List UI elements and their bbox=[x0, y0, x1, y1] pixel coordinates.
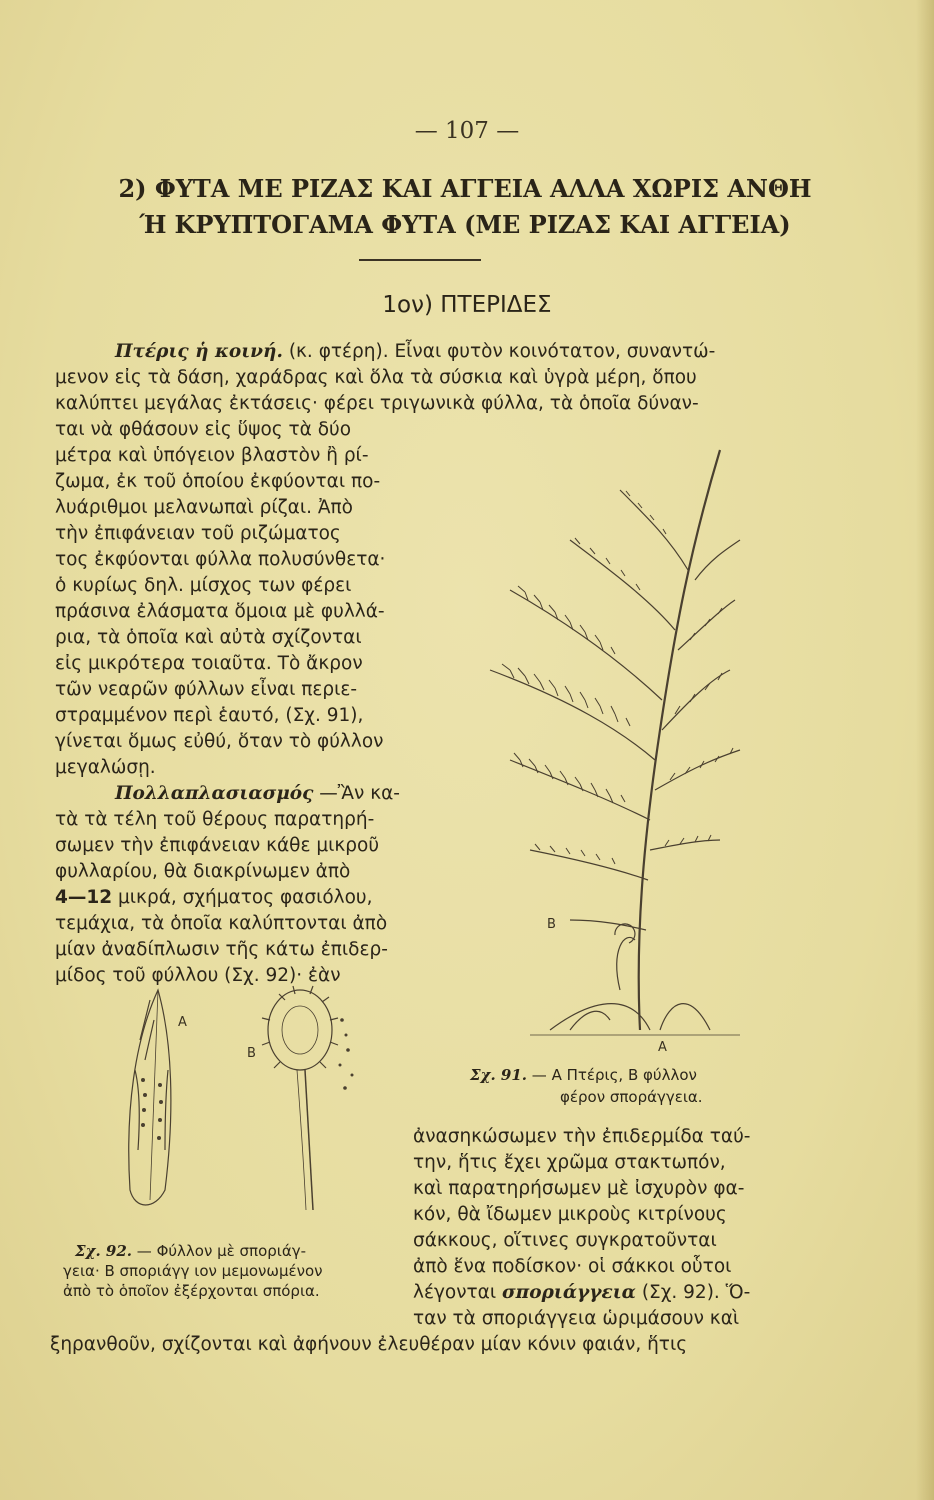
text-line: μενον εἰς τὰ δάση, χαράδρας καὶ ὅλα τὰ σύσκια καὶ ὑγρὰ μέρη, ὅπου bbox=[55, 367, 697, 388]
fig91-label-b: B bbox=[547, 917, 556, 932]
text-line: λέγονται σποριάγγεια (Σχ. 92). Ὅ- bbox=[413, 1282, 751, 1303]
text-line: πράσινα ἐλάσματα ὅμοια μὲ φυλλά- bbox=[55, 601, 385, 622]
fig92-label-a: A bbox=[178, 1015, 187, 1030]
text-line: ται νὰ φθάσουν εἰς ὕψος τὰ δύο bbox=[55, 419, 352, 440]
fig91-label-a: A bbox=[658, 1040, 667, 1055]
chapter-title-line-1: 2) ΦΥΤΑ ΜΕ ΡΙΖΑΣ ΚΑΙ ΑΓΓΕΙΑ ΑΛΛΑ ΧΩΡΙΣ ΑΝΘΗ bbox=[118, 174, 812, 203]
term-sporangia: σποριάγγεια bbox=[502, 1282, 636, 1303]
text-line: ἀπὸ ἕνα ποδίσκον· οἱ σάκκοι οὗτοι bbox=[413, 1256, 732, 1277]
text-line: Πολλαπλασιασμός —Ἂν κα- bbox=[115, 783, 400, 804]
text-line: ζωμα, ἐκ τοῦ ὁποίου ἐκφύονται πο- bbox=[55, 471, 381, 492]
fig92-label-b: B bbox=[247, 1046, 256, 1061]
text-line: μεγαλώσῃ. bbox=[55, 757, 156, 778]
term-pteris: Πτέρις ἡ κοινή. bbox=[115, 341, 283, 362]
text-line: φυλλαρίου, θὰ διακρίνωμεν ἀπὸ bbox=[55, 861, 351, 882]
fern-illustration bbox=[450, 430, 780, 1050]
text-line: ὁ κυρίως δηλ. μίσχος των φέρει bbox=[55, 575, 352, 596]
text-line: την, ἥτις ἔχει χρῶμα στακτωπόν, bbox=[413, 1152, 726, 1173]
section-title: 1ον) ΠΤΕΡΙΔΕΣ bbox=[382, 292, 552, 318]
fig92-caption-line-2: γεια· Β σποριάγγ ιον μεμονωμένον bbox=[63, 1262, 323, 1280]
page-edge-shadow bbox=[916, 0, 934, 1500]
fig92-caption: Σχ. 92. — Φύλλον μὲ σποριάγ- bbox=[75, 1242, 307, 1260]
text-line: τὰ τὰ τέλη τοῦ θέρους παρατηρή- bbox=[55, 809, 375, 830]
text-line: ἀνασηκώσωμεν τὴν ἐπιδερμίδα ταύ- bbox=[413, 1126, 751, 1147]
text-line: τῶν νεαρῶν φύλλων εἶναι περιε- bbox=[55, 679, 358, 700]
text-line: ξηρανθοῦν, σχίζονται καὶ ἀφήνουν ἐλευθέραν μίαν κόνιν φαιάν, ἥτις bbox=[50, 1334, 688, 1355]
text-line: μέτρα καὶ ὑπόγειον βλαστὸν ἢ ρί- bbox=[55, 445, 369, 466]
text-line: μίδος τοῦ φύλλου (Σχ. 92)· ἐὰν bbox=[55, 965, 341, 986]
page-number: — 107 — bbox=[414, 118, 520, 144]
chapter-title-line-2: Ή ΚΡΥΠΤΟΓΑΜΑ ΦΥΤΑ (ΜΕ ΡΙΖΑΣ ΚΑΙ ΑΓΓΕΙΑ) bbox=[139, 210, 791, 239]
text-line: ταν τὰ σποριάγγεια ὡριμάσουν καὶ bbox=[413, 1308, 740, 1329]
text-line: κόν, θὰ ἴδωμεν μικροὺς κιτρίνους bbox=[413, 1204, 727, 1225]
text-line: σάκκους, οἵτινες συγκρατοῦνται bbox=[413, 1230, 717, 1251]
text-line: καὶ παρατηρήσωμεν μὲ ἰσχυρὸν φα- bbox=[413, 1178, 745, 1199]
text-line: στραμμένον περὶ ἑαυτό, (Σχ. 91), bbox=[55, 705, 364, 726]
title-divider bbox=[359, 259, 481, 261]
text-line: 4—12 μικρά, σχήματος φασιόλου, bbox=[55, 887, 373, 908]
term-multiplication: Πολλαπλασιασμός bbox=[115, 783, 314, 804]
text-line: Πτέρις ἡ κοινή. (κ. φτέρη). Εἶναι φυτὸν κοινότατον, συναντώ- bbox=[115, 341, 716, 362]
text-line: λυάριθμοι μελανωπαὶ ρίζαι. Ἀπὸ bbox=[55, 497, 354, 518]
sporangia-illustration bbox=[110, 980, 370, 1230]
text-line: τὴν ἐπιφάνειαν τοῦ ριζώματος bbox=[55, 523, 341, 544]
text-line: ρια, τὰ ὁποῖα καὶ αὐτὰ σχίζονται bbox=[55, 627, 362, 648]
text-line: καλύπτει μεγάλας ἐκτάσεις· φέρει τριγωνικὰ φύλλα, τὰ ὁποῖα δύναν- bbox=[55, 393, 699, 414]
text-line: τεμάχια, τὰ ὁποῖα καλύπτονται ἀπὸ bbox=[55, 913, 388, 934]
text-line: γίνεται ὅμως εὐθύ, ὅταν τὸ φύλλον bbox=[55, 731, 384, 752]
fig91-caption: Σχ. 91. — Α Πτέρις, Β φύλλον bbox=[470, 1066, 697, 1084]
fig92-caption-line-3: ἀπὸ τὸ ὁποῖον ἐξέρχονται σπόρια. bbox=[63, 1282, 320, 1300]
text-line: μίαν ἀναδίπλωσιν τῆς κάτω ἐπιδερ- bbox=[55, 939, 388, 960]
text-line: εἰς μικρότερα τοιαῦτα. Τὸ ἄκρον bbox=[55, 653, 363, 674]
fig91-caption-line-2: φέρον σποράγγεια. bbox=[560, 1088, 703, 1106]
text-line: τος ἐκφύονται φύλλα πολυσύνθετα· bbox=[55, 549, 386, 570]
text-line: σωμεν τὴν ἐπιφάνειαν κάθε μικροῦ bbox=[55, 835, 380, 856]
